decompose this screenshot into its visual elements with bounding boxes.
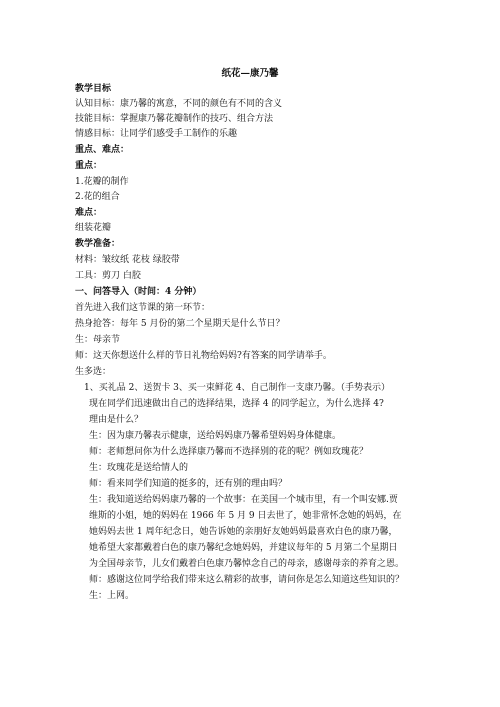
story-line: 生：我知道送给妈妈康乃馨的一个故事：在美国一个城市里，有一个叫安娜.贾: [89, 495, 398, 505]
paragraph-line: 师：这天你想送什么样的节日礼物给妈妈?有答案的同学请举手。: [75, 351, 332, 361]
heading-difficulty: 难点：: [75, 208, 103, 218]
document-title: 纸花—康乃馨: [221, 68, 279, 79]
heading-teaching-goals: 教学目标: [75, 84, 112, 94]
goal-cognitive: 认知目标：康乃馨的寓意，不同的颜色有不同的含义: [75, 99, 283, 109]
story-line: 维斯的小姐，她的妈妈在 1966 年 5 月 9 日去世了，她非常怀念她的妈妈，在: [89, 511, 402, 521]
paragraph-line: 生：母亲节: [75, 335, 121, 345]
section-heading-intro: 一、问答导入（时间：4 分钟）: [75, 287, 202, 297]
paragraph-line: 生：上网。: [89, 591, 135, 601]
story-line: 她妈妈去世 1 周年纪念日，她告诉她的亲朋好友她妈妈最喜欢白色的康乃馨，: [89, 527, 398, 537]
story-line: 为全国母亲节，儿女们戴着白色康乃馨悼念自己的母亲，感谢母亲的养育之恩。: [89, 559, 405, 569]
goal-emotion: 情感目标：让同学们感受手工制作的乐趣: [75, 129, 238, 139]
paragraph-line: 生多选：: [75, 367, 112, 377]
paragraph-line: 师：老师想问你为什么选择康乃馨而不选择别的花的呢？例如玫瑰花？: [89, 447, 369, 457]
difficulty-item: 组装花瓣: [75, 223, 112, 233]
story-line: 她希望大家都戴着白色的康乃馨纪念她妈妈，并建议每年的 5 月第二个星期日: [89, 543, 398, 553]
paragraph-line: 首先进入我们这节课的第一环节：: [75, 303, 211, 313]
paragraph-line: 师：看来同学们知道的挺多的，还有别的理由吗？: [89, 479, 288, 489]
options-line: 1、买礼品 2、送贺卡 3、买一束鲜花 4、自己制作一支康乃馨。（手势表示）: [84, 383, 390, 393]
heading-key-difficult: 重点、难点：: [75, 145, 130, 155]
paragraph-line: 理由是什么？: [89, 415, 144, 425]
paragraph-line: 生：因为康乃馨表示健康，送给妈妈康乃馨希望妈妈身体健康。: [89, 431, 342, 441]
heading-key-points: 重点：: [75, 161, 103, 171]
paragraph-line: 现在同学们迅速做出自己的选择结果，选择 4 的同学起立，为什么选择 4?: [89, 399, 384, 409]
materials-line: 材料：皱纹纸 花枝 绿胶带: [75, 255, 180, 265]
paragraph-line: 师：感谢这位同学给我们带来这么精彩的故事，请问你是怎么知道这些知识的？: [89, 575, 405, 585]
paragraph-line: 热身抢答：每年 5 月份的第二个星期天是什么节日？: [75, 319, 285, 329]
key-point-2: 2.花的组合: [75, 192, 120, 202]
paragraph-line: 生：玫瑰花是送给情人的: [89, 463, 189, 473]
goal-skill: 技能目标：掌握康乃馨花瓣制作的技巧、组合方法: [75, 114, 274, 124]
tools-line: 工具：剪刀 白胶: [75, 271, 141, 281]
heading-preparation: 教学准备：: [75, 239, 121, 249]
key-point-1: 1.花瓣的制作: [75, 177, 129, 187]
